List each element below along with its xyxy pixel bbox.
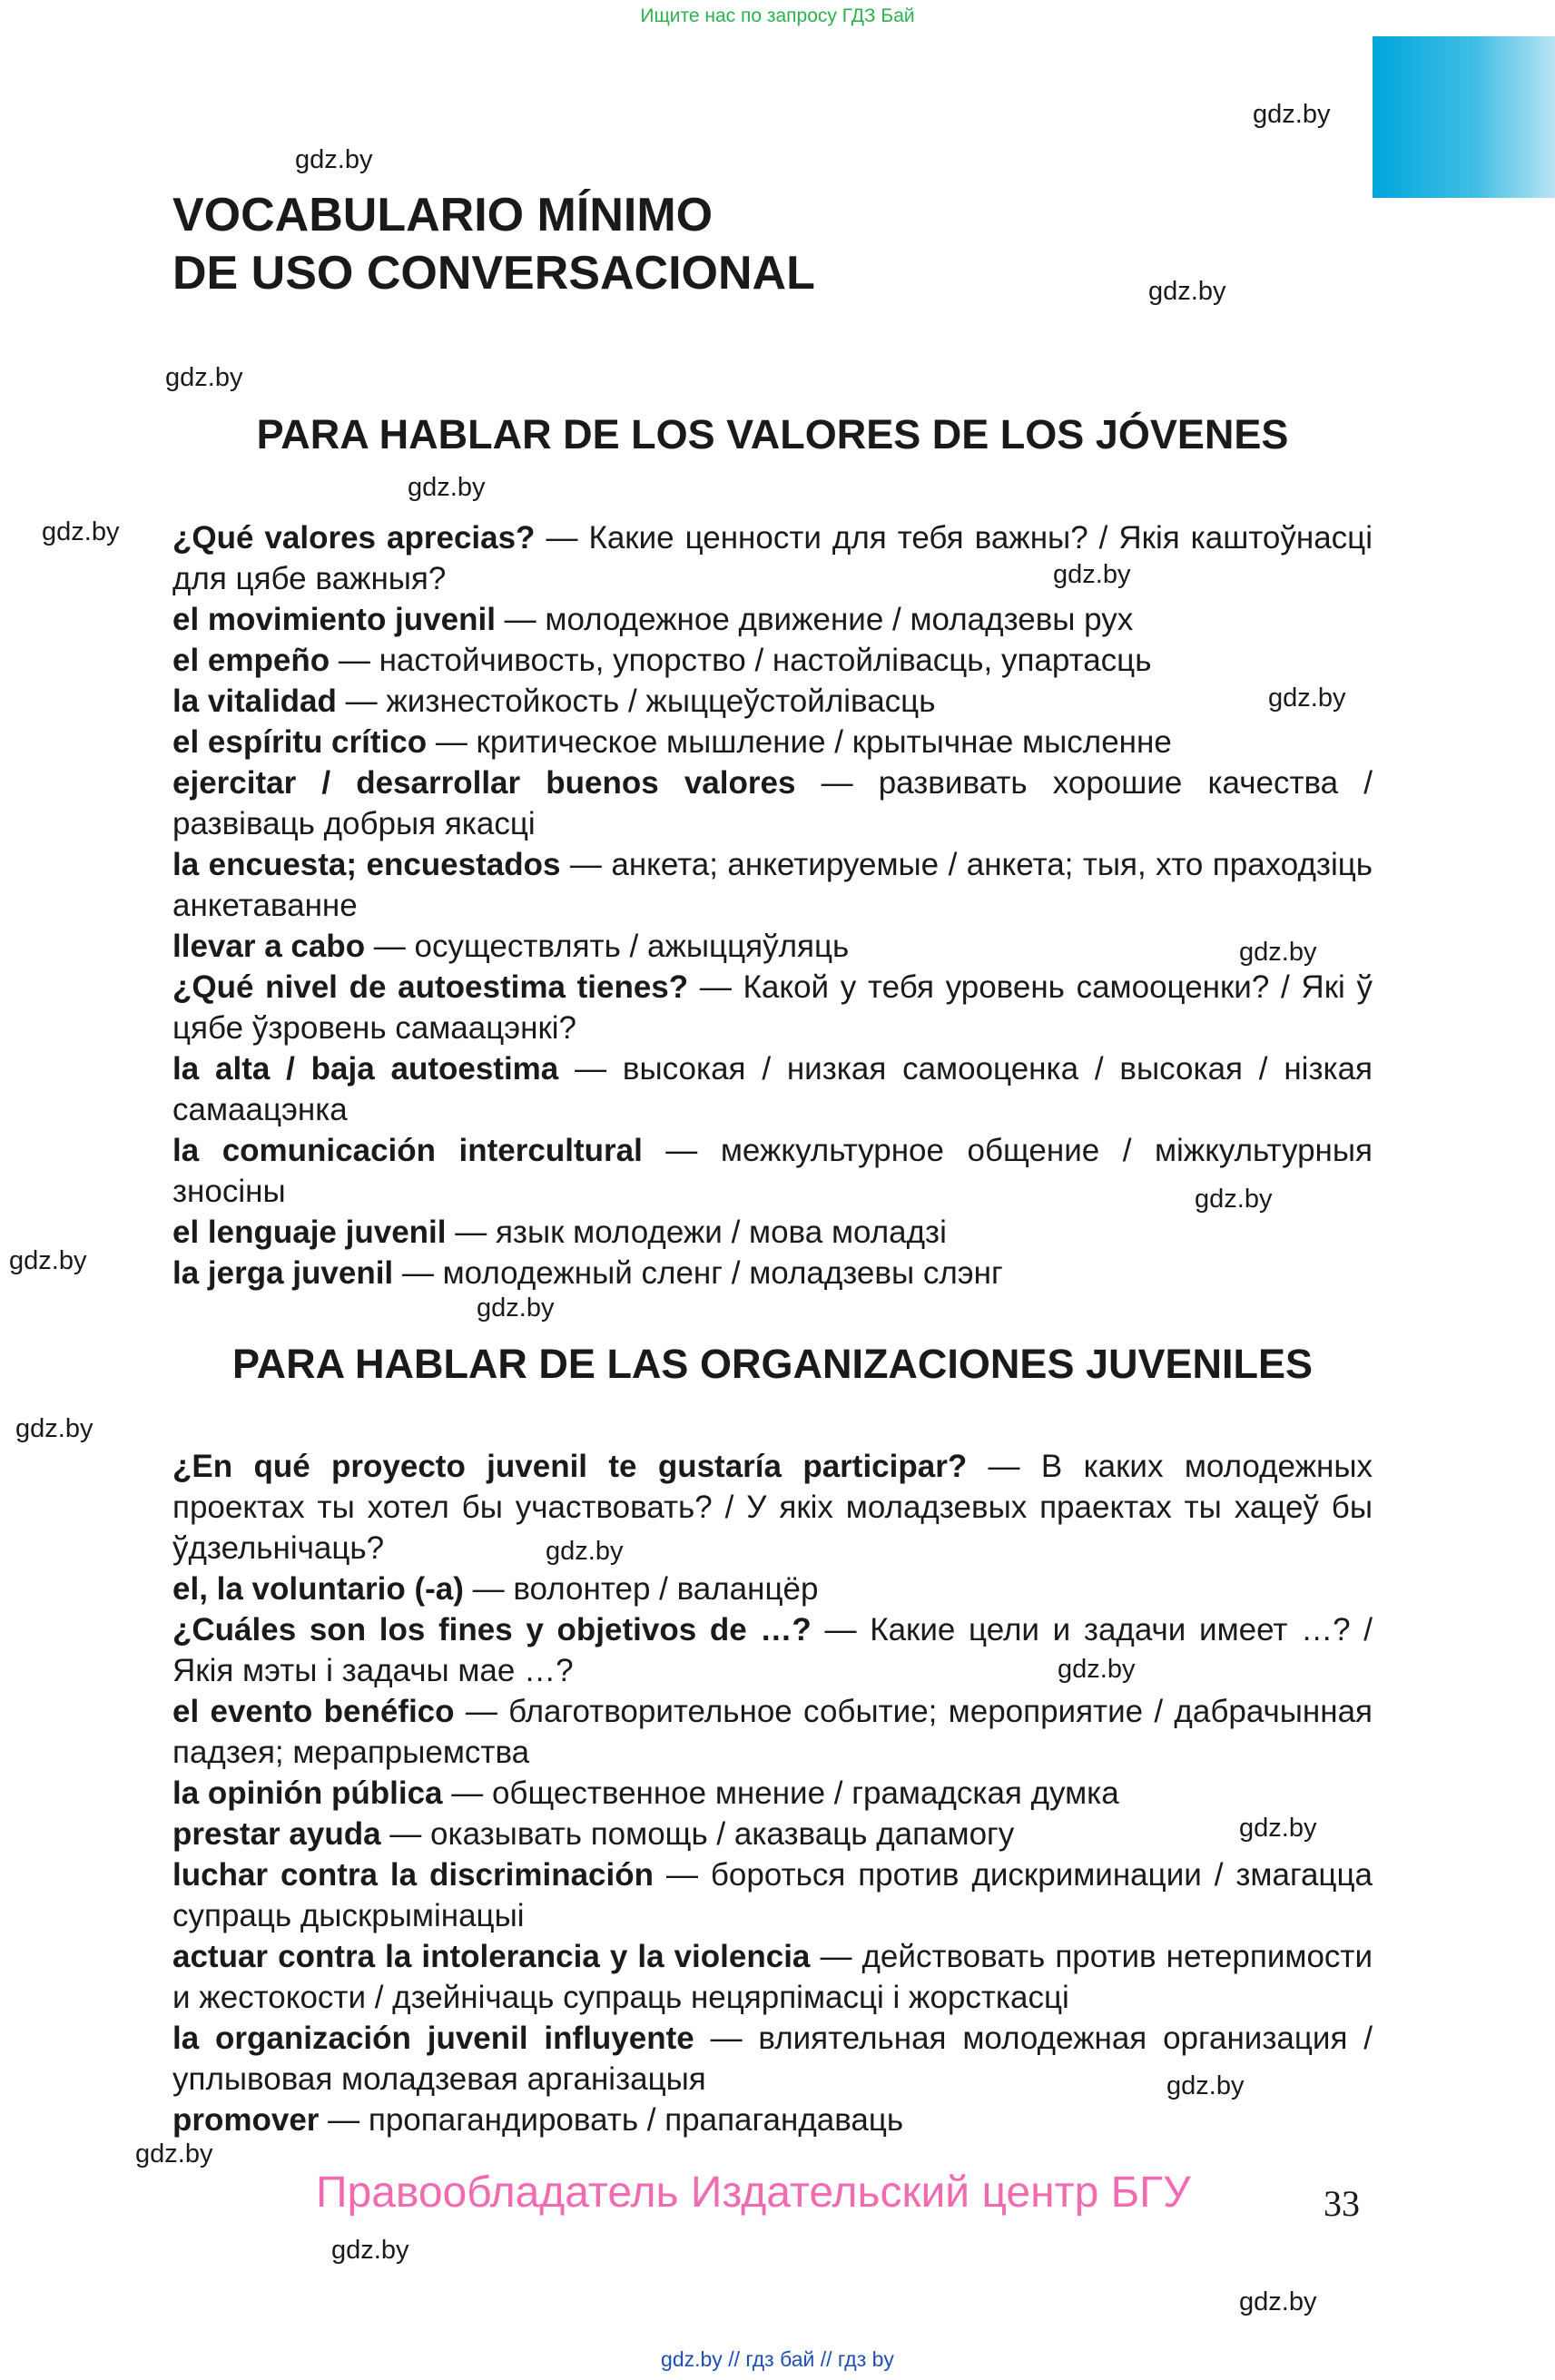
entry-definition: жизнестойкость / жыццеўстойлівасць xyxy=(386,684,936,719)
corner-tab-decoration xyxy=(1373,36,1555,198)
entry-term: promover xyxy=(172,2102,320,2138)
watermark: gdz.by xyxy=(1253,100,1331,129)
vocabulary-entry: el empeño — настойчивость, упорство / настойлівасць, упартасць xyxy=(172,643,1152,678)
entry-term: el empeño xyxy=(172,643,330,678)
vocabulary-entry: la alta / baja autoestima — высокая / низкая самооценка / высокая / нізкая самаацэнка xyxy=(172,1051,1373,1127)
watermark: gdz.by xyxy=(135,2139,213,2169)
entry-term: la organización juvenil influyente xyxy=(172,2021,694,2056)
entry-term: ¿Qué valores aprecias? xyxy=(172,520,536,556)
entry-definition: оказывать помощь / аказваць дапамогу xyxy=(430,1816,1015,1852)
watermark: gdz.by xyxy=(546,1537,624,1566)
watermark: gdz.by xyxy=(477,1293,555,1323)
entry-definition: осуществлять / ажыццяўляць xyxy=(414,929,850,964)
watermark: gdz.by xyxy=(15,1414,93,1443)
entry-definition: Какие цели и задачи имеет …? / Якія мэты і задачы мае …? xyxy=(172,1612,1373,1688)
entry-term: prestar ayuda xyxy=(172,1816,381,1852)
entry-term: actuar contra la intolerancia y la violencia xyxy=(172,1939,811,1974)
vocabulary-entry: la vitalidad — жизнестойкость / жыццеўстойлівасць xyxy=(172,684,936,719)
page-number: 33 xyxy=(1324,2183,1360,2224)
vocabulary-entry: prestar ayuda — оказывать помощь / аказваць дапамогу xyxy=(172,1816,1015,1852)
watermark: gdz.by xyxy=(408,473,486,502)
vocabulary-entry: el evento benéfico — благотворительное событие; мероприятие / дабрачынная падзея; мерапрыемства xyxy=(172,1694,1373,1770)
vocabulary-entry: el lenguaje juvenil — язык молодежи / мова моладзі xyxy=(172,1215,947,1250)
section-heading-organizations: PARA HABLAR DE LAS ORGANIZACIONES JUVENILES xyxy=(231,1341,1314,1387)
entry-definition: критическое мышление / крытычнае мысленне xyxy=(476,724,1172,760)
vocabulary-entry: actuar contra la intolerancia y la violencia — действовать против нетерпимости и жестокости / дзейнічаць супраць нецярпімасці і жорсткасці xyxy=(172,1939,1373,2015)
vocabulary-entry: el espíritu crítico — критическое мышление / крытычнае мысленне xyxy=(172,724,1172,760)
watermark: gdz.by xyxy=(1239,938,1317,967)
entry-term: la opinión pública xyxy=(172,1775,443,1811)
vocabulary-entry: el movimiento juvenil — молодежное движение / моладзевы рух xyxy=(172,602,1134,637)
entry-definition: настойчивость, упорство / настойлівасць, упартасць xyxy=(379,643,1152,678)
entry-term: la encuesta; encuestados xyxy=(172,847,561,882)
entry-definition: благотворительное событие; мероприятие / дабрачынная падзея; мерапрыемства xyxy=(172,1694,1373,1770)
entry-definition: пропагандировать / прапагандаваць xyxy=(368,2102,904,2138)
entry-definition: высокая / низкая самооценка / высокая / нізкая самаацэнка xyxy=(172,1051,1373,1127)
entry-definition: общественное мнение / грамадская думка xyxy=(491,1775,1119,1811)
vocabulary-entry: la jerga juvenil — молодежный сленг / моладзевы слэнг xyxy=(172,1255,1003,1291)
vocabulary-entry: el, la voluntario (-a) — волонтер / валанцёр xyxy=(172,1571,819,1607)
watermark: gdz.by xyxy=(1239,2287,1317,2316)
entry-definition: В каких молодежных проектах ты хотел бы участвовать? / У якіх моладзевых праектах ты хацеў бы ўдзельнічаць? xyxy=(172,1449,1373,1566)
entry-definition: молодежный сленг / моладзевы слэнг xyxy=(442,1255,1003,1291)
watermark: gdz.by xyxy=(1058,1655,1136,1684)
watermark: gdz.by xyxy=(1148,277,1226,306)
entry-term: ejercitar / desarrollar buenos valores xyxy=(172,765,796,801)
entry-term: ¿Qué nivel de autoestima tienes? xyxy=(172,969,689,1005)
entry-term: luchar contra la discriminación xyxy=(172,1857,654,1893)
entry-definition: волонтер / валанцёр xyxy=(513,1571,819,1607)
entry-definition: влиятельная молодежная организация / уплывовая моладзевая арганізацыя xyxy=(172,2021,1373,2097)
entry-term: la comunicación intercultural xyxy=(172,1133,643,1168)
vocabulary-entry: luchar contra la discriminación — бороться против дискриминации / змагацца супраць дыскрымінацыі xyxy=(172,1857,1373,1933)
entry-definition: межкультурное общение / міжкультурныя зносіны xyxy=(172,1133,1373,1209)
entry-definition: развивать хорошие качества / развіваць добрыя якасці xyxy=(172,765,1373,841)
entry-definition: язык молодежи / мова моладзі xyxy=(495,1215,947,1250)
watermark: gdz.by xyxy=(331,2236,409,2265)
entry-definition: действовать против нетерпимости и жестокости / дзейнічаць супраць нецярпімасці і жорсткасці xyxy=(172,1939,1373,2015)
watermark: gdz.by xyxy=(1053,560,1131,589)
entry-definition: молодежное движение / моладзевы рух xyxy=(545,602,1134,637)
watermark: gdz.by xyxy=(9,1246,87,1275)
watermark: gdz.by xyxy=(1195,1185,1273,1214)
entry-definition: бороться против дискриминации / змагацца супраць дыскрымінацыі xyxy=(172,1857,1373,1933)
entry-definition: Какой у тебя уровень самооценки? / Які ў цябе ўзровень самаацэнкі? xyxy=(172,969,1373,1046)
vocabulary-entry: ejercitar / desarrollar buenos valores — развивать хорошие качества / развіваць добрыя якасці xyxy=(172,765,1373,841)
entry-term: la vitalidad xyxy=(172,684,337,719)
entry-definition: Какие ценности для тебя важны? / Якія каштоўнасці для цябе важныя? xyxy=(172,520,1373,596)
entry-term: la jerga juvenil xyxy=(172,1255,394,1291)
entry-term: ¿En qué proyecto juvenil te gustaría participar? xyxy=(172,1449,968,1484)
vocabulary-entry: ¿Qué valores aprecias? — Какие ценности для тебя важны? / Якія каштоўнасці для цябе важныя? xyxy=(172,520,1373,596)
vocabulary-entry: promover — пропагандировать / прапагандаваць xyxy=(172,2102,904,2138)
vocabulary-entry: la comunicación intercultural — межкультурное общение / міжкультурныя зносіны xyxy=(172,1133,1373,1209)
entry-term: el evento benéfico xyxy=(172,1694,455,1729)
vocabulary-list-organizations xyxy=(172,1446,1373,2140)
vocabulary-entry: ¿En qué proyecto juvenil te gustaría participar? — В каких молодежных проектах ты хотел бы участвовать? / У якіх моладзевых праектах ты хацеў бы ўдзельнічаць? xyxy=(172,1449,1373,1566)
entry-term: la alta / baja autoestima xyxy=(172,1051,559,1087)
page-title-line: VOCABULARIO MÍNIMO xyxy=(172,189,714,241)
vocabulary-entry: la opinión pública — общественное мнение / грамадская думка xyxy=(172,1775,1119,1811)
vocabulary-entry: ¿Cuáles son los fines y objetivos de …? — Какие цели и задачи имеет …? / Якія мэты і задачы мае …? xyxy=(172,1612,1373,1688)
bottom-links[interactable]: gdz.by // гдз бай // гдз by xyxy=(661,2347,894,2371)
entry-term: el movimiento juvenil xyxy=(172,602,496,637)
watermark: gdz.by xyxy=(165,363,243,392)
watermark: gdz.by xyxy=(42,517,120,546)
entry-term: el espíritu crítico xyxy=(172,724,428,760)
watermark: gdz.by xyxy=(295,145,373,174)
top-banner[interactable]: Ищите нас по запросу ГДЗ Бай xyxy=(640,5,915,26)
vocabulary-entry: la organización juvenil influyente — влиятельная молодежная организация / уплывовая моладзевая арганізацыя xyxy=(172,2021,1373,2097)
page-title xyxy=(172,186,815,302)
entry-term: ¿Cuáles son los fines y objetivos de …? xyxy=(172,1612,812,1647)
vocabulary-entry: llevar a cabo — осуществлять / ажыццяўляць xyxy=(172,929,850,964)
vocabulary-list-values xyxy=(172,517,1373,1293)
section-heading-values: PARA HABLAR DE LOS VALORES DE LOS JÓVENES xyxy=(256,411,1289,457)
entry-term: llevar a cabo xyxy=(172,929,366,964)
entry-term: el, la voluntario (-a) xyxy=(172,1571,464,1607)
vocabulary-entry: ¿Qué nivel de autoestima tienes? — Какой у тебя уровень самооценки? / Які ў цябе ўзровень самаацэнкі? xyxy=(172,969,1373,1046)
page-title-line: DE USO CONVERSACIONAL xyxy=(172,247,815,300)
watermark: gdz.by xyxy=(1166,2071,1245,2100)
vocabulary-entry: la encuesta; encuestados — анкета; анкетируемые / анкета; тыя, хто праходзіць анкетаванне xyxy=(172,847,1373,923)
watermark: gdz.by xyxy=(1268,684,1346,713)
entry-definition: анкета; анкетируемые / анкета; тыя, хто праходзіць анкетаванне xyxy=(172,847,1373,923)
watermark: gdz.by xyxy=(1239,1814,1317,1843)
copyright-holder: Правообладатель Издательский центр БГУ xyxy=(316,2169,1191,2217)
entry-term: el lenguaje juvenil xyxy=(172,1215,447,1250)
